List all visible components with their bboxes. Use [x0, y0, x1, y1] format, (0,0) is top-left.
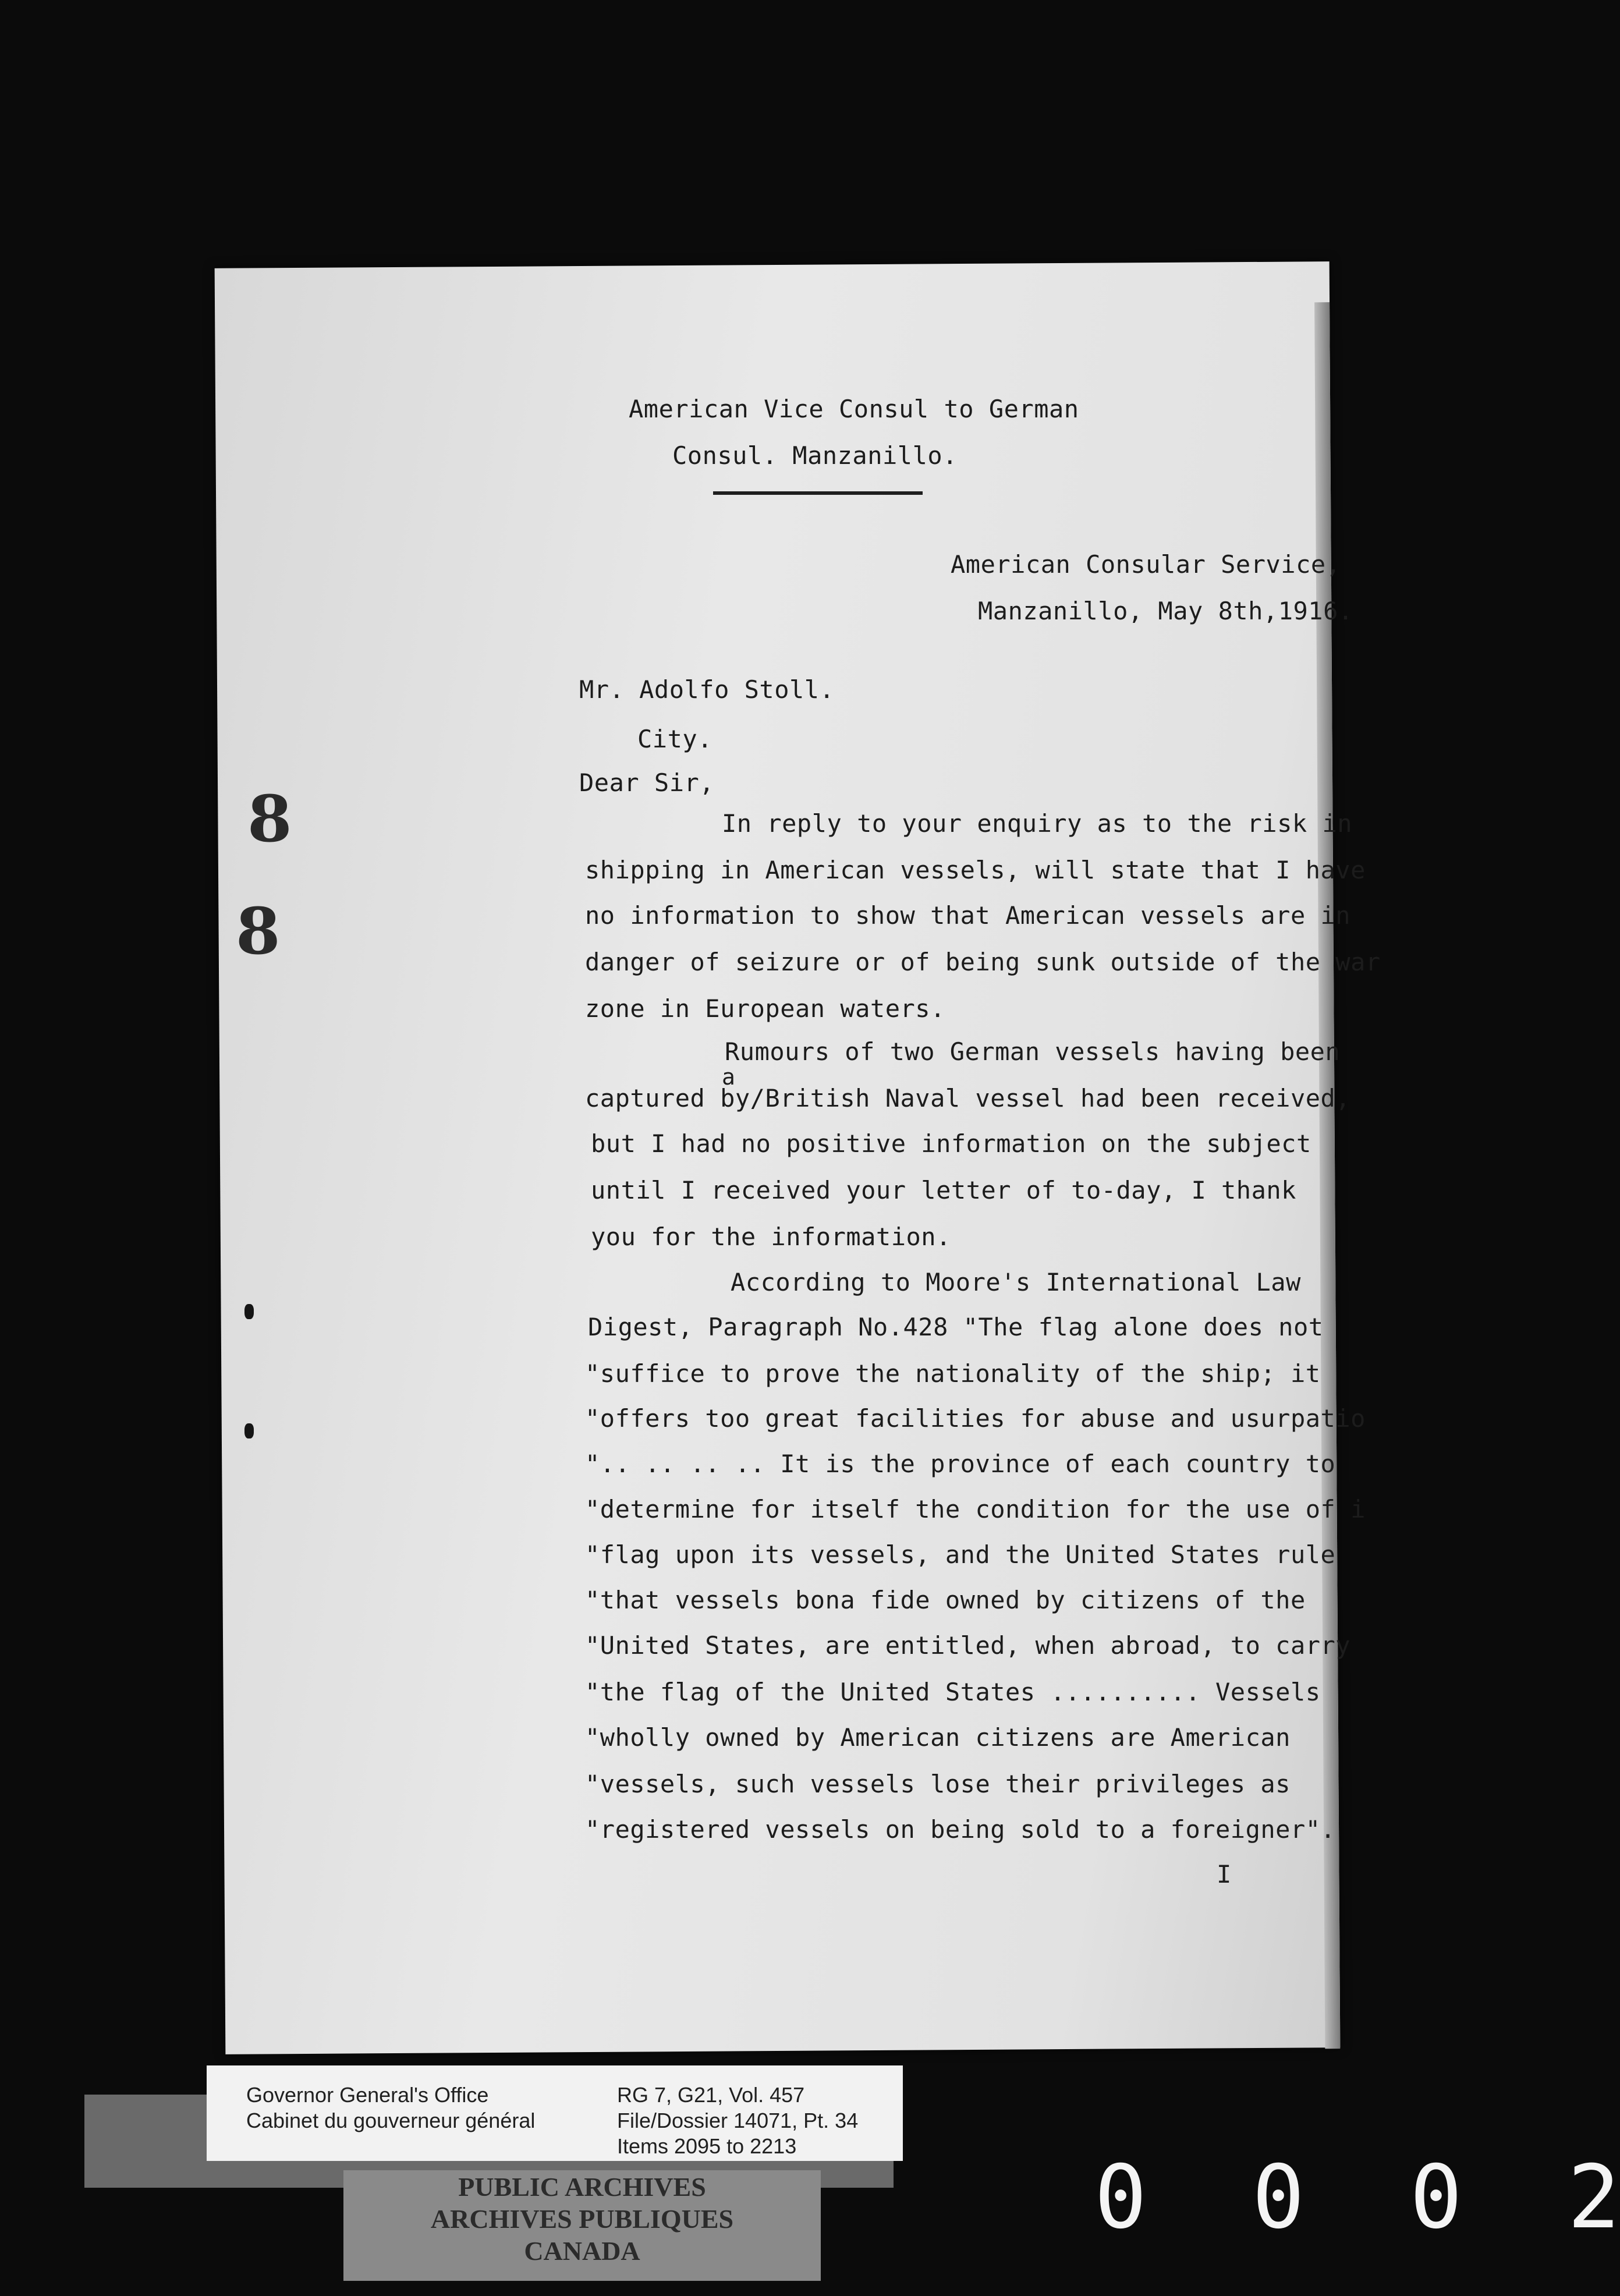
archive-label: [207, 2065, 903, 2161]
binding-hole-mark: 8: [236, 894, 281, 969]
archive-items: Items 2095 to 2213: [617, 2134, 797, 2158]
place-date-line: Manzanillo, May 8th,1916.: [978, 597, 1353, 625]
body-line: Rumours of two German vessels having been: [725, 1037, 1341, 1066]
body-line: but I had no positive information on the subject: [591, 1129, 1311, 1158]
binding-hole-mark: [244, 1423, 254, 1438]
body-line: until I received your letter of to-day, I thank: [591, 1176, 1296, 1204]
addressee-name: Mr. Adolfo Stoll.: [579, 675, 835, 704]
body-line: In reply to your enquiry as to the risk in: [722, 809, 1353, 838]
archive-office-fr: Cabinet du gouverneur général: [246, 2109, 536, 2132]
heading-underline: [713, 491, 923, 495]
archive-stamp-line3: CANADA: [524, 2236, 640, 2266]
body-line: "that vessels bona fide owned by citizens of the: [585, 1586, 1306, 1614]
consular-service-line: American Consular Service,: [951, 550, 1341, 579]
body-line: no information to show that American vessels are in: [585, 901, 1351, 930]
body-line: danger of seizure or of being sunk outside of the war: [585, 948, 1381, 976]
archive-file-dossier: File/Dossier 14071, Pt. 34: [617, 2109, 859, 2132]
body-line: According to Moore's International Law: [731, 1268, 1301, 1296]
frame-number: 0 0 0 2: [1094, 2147, 1620, 2248]
body-line: "determine for itself the condition for the use of i: [585, 1495, 1366, 1523]
archive-office-en: Governor General's Office: [246, 2083, 489, 2107]
body-line: you for the information.: [591, 1223, 951, 1251]
body-line: "offers too great facilities for abuse and usurpatio: [585, 1404, 1366, 1433]
body-line: "the flag of the United States .......... Vessels: [585, 1678, 1321, 1706]
body-line: shipping in American vessels, will state that I have: [585, 856, 1366, 884]
letter-heading-line1: American Vice Consul to German: [629, 395, 1079, 423]
body-line: Digest, Paragraph No.428 "The flag alone does not: [588, 1313, 1324, 1341]
page-continuation: I: [1217, 1860, 1232, 1888]
body-line: "wholly owned by American citizens are American: [585, 1723, 1291, 1752]
body-line: "flag upon its vessels, and the United States rule: [585, 1540, 1336, 1569]
body-line: ".. .. .. .. It is the province of each country to: [585, 1450, 1336, 1478]
archive-stamp-line1: PUBLIC ARCHIVES: [458, 2172, 706, 2202]
archive-stamp-line2: ARCHIVES PUBLIQUES: [430, 2204, 734, 2234]
binding-hole-mark: [244, 1304, 254, 1319]
body-line: "registered vessels on being sold to a foreigner".: [585, 1815, 1336, 1844]
salutation: Dear Sir,: [579, 768, 715, 797]
body-line: captured by/British Naval vessel had been received,: [585, 1084, 1351, 1112]
body-line: zone in European waters.: [585, 994, 945, 1023]
addressee-city: City.: [637, 725, 712, 753]
body-line: "suffice to prove the nationality of the ship; it: [585, 1359, 1321, 1388]
letter-heading-line2: Consul. Manzanillo.: [672, 441, 958, 470]
inserted-word: a: [722, 1064, 735, 1090]
archive-record-group: RG 7, G21, Vol. 457: [617, 2083, 805, 2107]
body-line: "vessels, such vessels lose their privileges as: [585, 1770, 1291, 1798]
body-line: "United States, are entitled, when abroad, to carry: [585, 1631, 1351, 1660]
binding-hole-mark: 8: [247, 781, 292, 856]
